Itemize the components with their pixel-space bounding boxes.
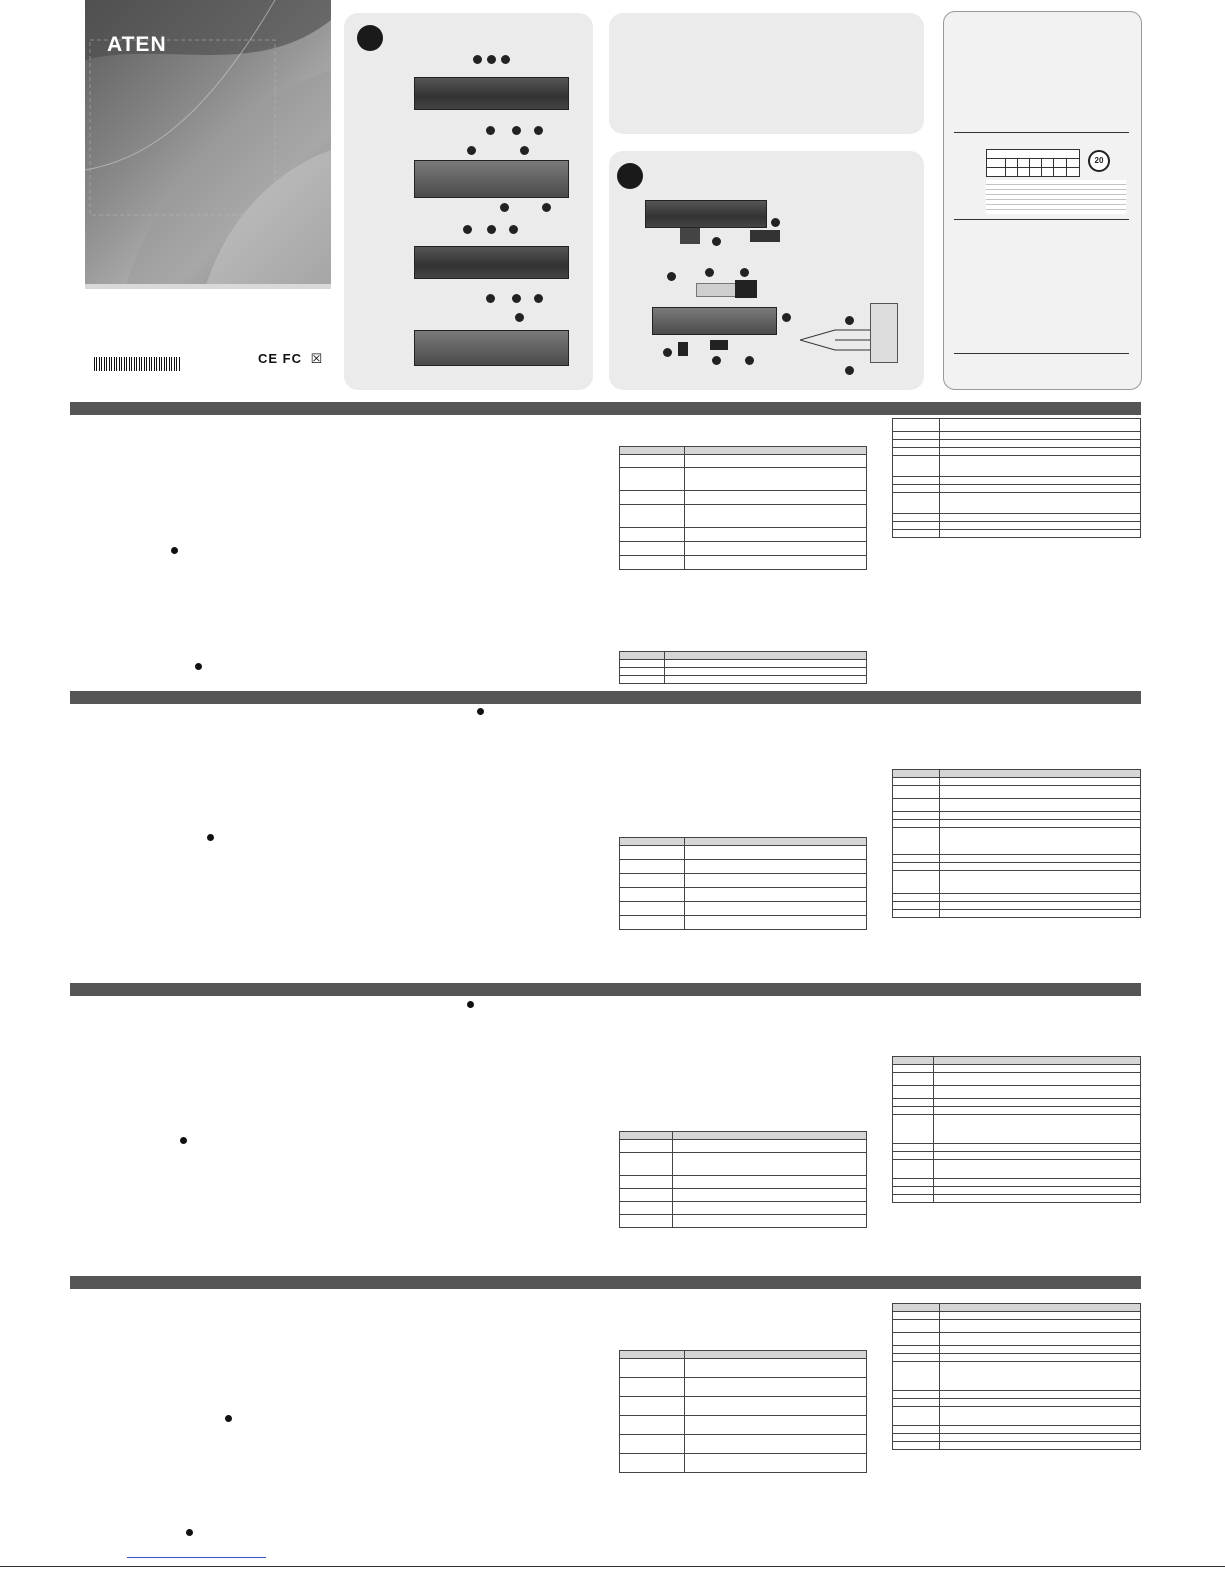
callout-3 (501, 55, 510, 64)
callout-11 (463, 225, 472, 234)
spec-table-2 (892, 769, 1141, 918)
spec-table-1 (892, 418, 1141, 538)
callout-13 (509, 225, 518, 234)
install-callout-2 (712, 237, 721, 246)
led-table-4 (619, 1350, 867, 1473)
rear-panel-2port (414, 160, 569, 198)
cover-strip (85, 284, 331, 289)
led-table-1 (619, 446, 867, 570)
callout-10 (542, 203, 551, 212)
install-callout-7 (663, 348, 672, 357)
callout-4 (486, 126, 495, 135)
bullet-marker (225, 1415, 232, 1422)
callout-6 (534, 126, 543, 135)
barcode-image (94, 357, 180, 371)
front-panel-4port (414, 246, 569, 279)
website-link[interactable] (127, 1557, 266, 1558)
weee-bin-icon: ☒ (310, 351, 324, 366)
callout-8 (520, 146, 529, 155)
callout-7 (467, 146, 476, 155)
front-panel-2port (414, 77, 569, 110)
installation-rear-unit (652, 307, 777, 335)
install-callout-3 (667, 272, 676, 281)
bullet-marker (186, 1529, 193, 1536)
rohs-rule-top (954, 132, 1129, 133)
monitors-image (696, 283, 738, 297)
cable-lines (800, 320, 875, 370)
bullet-marker (195, 663, 202, 670)
rohs-table (986, 149, 1080, 177)
bullet-marker (207, 834, 214, 841)
callout-5 (512, 126, 521, 135)
environment-period-badge: 20 (1088, 150, 1110, 172)
install-callout-1 (771, 218, 780, 227)
section-band-3 (70, 983, 1141, 996)
install-callout-5 (740, 268, 749, 277)
led-table-2 (619, 837, 867, 930)
callout-9 (500, 203, 509, 212)
section-band-2 (70, 691, 1141, 704)
rohs-rule-middle (954, 219, 1129, 220)
install-callout-6 (782, 313, 791, 322)
hotkey-table-1 (619, 651, 867, 684)
section-band-1 (70, 402, 1141, 415)
callout-17 (515, 313, 524, 322)
led-table-3 (619, 1131, 867, 1228)
rear-panel-4port (414, 330, 569, 366)
install-callout-8 (712, 356, 721, 365)
aten-logo: ATEN (107, 33, 167, 56)
callout-2 (487, 55, 496, 64)
callout-12 (487, 225, 496, 234)
installation-front-unit (645, 200, 767, 228)
bullet-marker (180, 1137, 187, 1144)
install-callout-4 (705, 268, 714, 277)
compliance-marks-text: CE FC (258, 351, 302, 366)
callout-1 (473, 55, 482, 64)
speakers-image (735, 280, 757, 298)
callout-15 (512, 294, 521, 303)
keyboard-image (710, 340, 728, 350)
step-b-marker (617, 163, 643, 189)
install-callout-9 (745, 356, 754, 365)
headset-image (680, 228, 700, 244)
spec-table-3 (892, 1056, 1141, 1203)
bullet-marker (467, 1001, 474, 1008)
bullet-marker (477, 708, 484, 715)
power-adapter-image (678, 342, 688, 356)
requirements-panel (609, 13, 924, 134)
rohs-rule-bottom (954, 353, 1129, 354)
bullet-marker (171, 547, 178, 554)
section-band-4 (70, 1276, 1141, 1289)
callout-16 (534, 294, 543, 303)
spec-table-4 (892, 1303, 1141, 1450)
usb-device-image (750, 230, 780, 242)
compliance-marks (258, 351, 323, 367)
callout-14 (486, 294, 495, 303)
step-a-marker (357, 25, 383, 51)
rohs-notes (986, 180, 1126, 214)
page-bottom-rule (0, 1566, 1225, 1567)
